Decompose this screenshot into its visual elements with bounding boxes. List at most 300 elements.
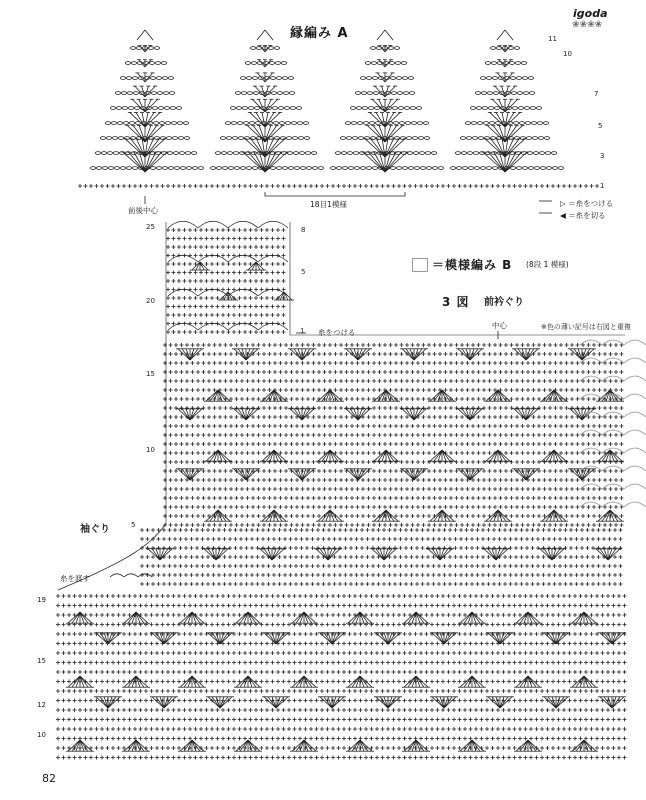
single-crochet-icon	[480, 184, 484, 188]
chain-stitch-icon	[517, 92, 522, 95]
chain-stitch-icon	[397, 92, 402, 95]
single-crochet-icon	[559, 478, 563, 482]
single-crochet-icon	[196, 361, 200, 365]
chain-stitch-icon	[522, 167, 527, 170]
single-crochet-icon	[378, 433, 382, 437]
single-crochet-icon	[328, 469, 332, 473]
fan-cluster	[538, 549, 566, 560]
single-crochet-icon	[238, 330, 242, 334]
single-crochet-icon	[521, 388, 525, 392]
single-crochet-icon	[537, 397, 541, 401]
single-crochet-icon	[301, 487, 305, 491]
single-crochet-icon	[558, 582, 562, 586]
single-crochet-icon	[210, 228, 214, 232]
single-crochet-icon	[448, 573, 452, 577]
single-crochet-icon	[257, 487, 261, 491]
single-crochet-icon	[383, 469, 387, 473]
single-crochet-icon	[359, 604, 363, 608]
single-crochet-icon	[366, 573, 370, 577]
single-crochet-icon	[234, 528, 238, 532]
single-crochet-icon	[515, 433, 519, 437]
single-crochet-icon	[301, 379, 305, 383]
single-crochet-icon	[185, 406, 189, 410]
chain-stitch-icon	[477, 122, 482, 125]
single-crochet-icon	[548, 379, 552, 383]
single-crochet-icon	[282, 184, 286, 188]
single-crochet-icon	[106, 184, 110, 188]
single-crochet-icon	[514, 573, 518, 577]
single-crochet-icon	[298, 604, 302, 608]
double-crochet-icon	[385, 99, 391, 112]
double-crochet-icon	[384, 549, 392, 560]
single-crochet-icon	[268, 460, 272, 464]
single-crochet-icon	[370, 604, 374, 608]
single-crochet-icon	[471, 406, 475, 410]
single-crochet-icon	[240, 505, 244, 509]
single-crochet-icon	[443, 564, 447, 568]
single-crochet-icon	[328, 496, 332, 500]
single-crochet-icon	[287, 604, 291, 608]
single-crochet-icon	[438, 379, 442, 383]
single-crochet-icon	[361, 478, 365, 482]
single-crochet-icon	[191, 343, 195, 347]
single-crochet-icon	[213, 361, 217, 365]
single-crochet-icon	[278, 528, 282, 532]
single-crochet-icon	[201, 537, 205, 541]
single-crochet-icon	[169, 496, 173, 500]
single-crochet-icon	[476, 546, 480, 550]
single-crochet-icon	[518, 604, 522, 608]
single-crochet-icon	[595, 594, 599, 598]
chain-stitch-icon	[169, 92, 174, 95]
single-crochet-icon	[268, 505, 272, 509]
single-crochet-icon	[548, 487, 552, 491]
single-crochet-icon	[344, 564, 348, 568]
single-crochet-icon	[356, 496, 360, 500]
single-crochet-icon	[179, 546, 183, 550]
single-crochet-icon	[315, 184, 319, 188]
single-crochet-icon	[177, 594, 181, 598]
double-crochet-icon	[518, 409, 526, 420]
single-crochet-icon	[535, 613, 539, 617]
single-crochet-icon	[339, 379, 343, 383]
single-crochet-icon	[185, 361, 189, 365]
single-crochet-icon	[284, 379, 288, 383]
single-crochet-icon	[249, 279, 253, 283]
single-crochet-icon	[366, 546, 370, 550]
single-crochet-icon	[232, 279, 236, 283]
chain-arc-icon	[624, 340, 646, 345]
chain-stitch-icon	[399, 122, 404, 125]
single-crochet-icon	[235, 442, 239, 446]
chain-stitch-icon	[234, 167, 239, 170]
single-crochet-icon	[234, 537, 238, 541]
single-crochet-icon	[404, 555, 408, 559]
single-crochet-icon	[590, 613, 594, 617]
single-crochet-icon	[323, 406, 327, 410]
single-crochet-icon	[525, 564, 529, 568]
single-crochet-icon	[202, 478, 206, 482]
single-crochet-icon	[499, 469, 503, 473]
single-crochet-icon	[449, 505, 453, 509]
single-crochet-icon	[323, 352, 327, 356]
single-crochet-icon	[166, 330, 170, 334]
single-crochet-icon	[535, 594, 539, 598]
chain-stitch-icon	[276, 167, 281, 170]
single-crochet-icon	[614, 505, 618, 509]
single-crochet-icon	[254, 245, 258, 249]
single-crochet-icon	[323, 487, 327, 491]
chain-stitch-icon	[238, 137, 243, 140]
single-crochet-icon	[191, 397, 195, 401]
single-crochet-icon	[257, 352, 261, 356]
single-crochet-icon	[217, 582, 221, 586]
single-crochet-icon	[383, 505, 387, 509]
single-crochet-icon	[227, 288, 231, 292]
chain-arc-icon	[168, 255, 198, 262]
single-crochet-icon	[491, 613, 495, 617]
single-crochet-icon	[254, 254, 258, 258]
single-crochet-icon	[196, 379, 200, 383]
single-crochet-icon	[507, 184, 511, 188]
single-crochet-icon	[218, 523, 222, 527]
chain-stitch-icon	[168, 167, 173, 170]
single-crochet-icon	[229, 370, 233, 374]
single-crochet-icon	[414, 604, 418, 608]
single-crochet-icon	[327, 582, 331, 586]
single-crochet-icon	[488, 505, 492, 509]
chain-stitch-icon	[431, 152, 436, 155]
single-crochet-icon	[196, 388, 200, 392]
single-crochet-icon	[188, 237, 192, 241]
single-crochet-icon	[250, 582, 254, 586]
fan-cluster	[316, 390, 344, 401]
fan-cluster	[484, 390, 512, 401]
single-crochet-icon	[194, 254, 198, 258]
chain-stitch-icon	[406, 137, 411, 140]
single-crochet-icon	[355, 528, 359, 532]
single-crochet-icon	[515, 343, 519, 347]
single-crochet-icon	[290, 379, 294, 383]
single-crochet-icon	[526, 433, 530, 437]
single-crochet-icon	[383, 424, 387, 428]
single-crochet-icon	[166, 613, 170, 617]
single-crochet-icon	[342, 604, 346, 608]
single-crochet-icon	[569, 564, 573, 568]
single-crochet-icon	[623, 594, 627, 598]
single-crochet-icon	[372, 451, 376, 455]
chain-arc-icon	[168, 289, 198, 296]
single-crochet-icon	[614, 496, 618, 500]
single-crochet-icon	[389, 469, 393, 473]
single-crochet-icon	[378, 388, 382, 392]
single-crochet-icon	[576, 406, 580, 410]
single-crochet-icon	[273, 343, 277, 347]
chain-stitch-icon	[360, 167, 365, 170]
single-crochet-icon	[246, 487, 250, 491]
single-crochet-icon	[448, 555, 452, 559]
single-crochet-icon	[283, 528, 287, 532]
single-crochet-icon	[128, 184, 132, 188]
single-crochet-icon	[232, 271, 236, 275]
single-crochet-icon	[477, 460, 481, 464]
chain-stitch-icon	[167, 152, 172, 155]
single-crochet-icon	[356, 442, 360, 446]
single-crochet-icon	[548, 505, 552, 509]
single-crochet-icon	[345, 487, 349, 491]
single-crochet-icon	[283, 582, 287, 586]
single-crochet-icon	[206, 573, 210, 577]
single-crochet-icon	[216, 594, 220, 598]
chain-stitch-icon	[293, 152, 298, 155]
single-crochet-icon	[271, 262, 275, 266]
fan-cluster	[490, 99, 519, 112]
single-crochet-icon	[183, 245, 187, 249]
single-crochet-icon	[389, 442, 393, 446]
single-crochet-icon	[168, 564, 172, 568]
single-crochet-icon	[543, 478, 547, 482]
chain-stitch-icon	[466, 137, 471, 140]
single-crochet-icon	[554, 469, 558, 473]
single-crochet-icon	[592, 370, 596, 374]
single-crochet-icon	[206, 528, 210, 532]
single-crochet-icon	[221, 604, 225, 608]
double-crochet-icon	[190, 409, 198, 420]
single-crochet-icon	[437, 573, 441, 577]
single-crochet-icon	[235, 478, 239, 482]
single-crochet-icon	[295, 496, 299, 500]
single-crochet-icon	[526, 397, 530, 401]
chain-stitch-icon	[279, 122, 284, 125]
single-crochet-icon	[218, 469, 222, 473]
chain-stitch-icon	[527, 152, 532, 155]
single-crochet-icon	[449, 361, 453, 365]
single-crochet-icon	[557, 613, 561, 617]
single-crochet-icon	[262, 496, 266, 500]
single-crochet-icon	[493, 442, 497, 446]
single-crochet-icon	[393, 582, 397, 586]
single-crochet-icon	[587, 478, 591, 482]
fan-cluster	[428, 390, 456, 401]
single-crochet-icon	[157, 564, 161, 568]
single-crochet-icon	[438, 370, 442, 374]
fan-cluster	[250, 99, 279, 112]
single-crochet-icon	[543, 424, 547, 428]
double-crochet-icon	[610, 390, 618, 401]
single-crochet-icon	[609, 460, 613, 464]
chain-arc-icon	[228, 289, 258, 296]
single-crochet-icon	[487, 564, 491, 568]
single-crochet-icon	[185, 487, 189, 491]
single-crochet-icon	[207, 379, 211, 383]
single-crochet-icon	[481, 573, 485, 577]
single-crochet-icon	[499, 433, 503, 437]
single-crochet-icon	[499, 352, 503, 356]
single-crochet-icon	[520, 537, 524, 541]
single-crochet-icon	[491, 604, 495, 608]
double-crochet-icon	[265, 99, 278, 112]
single-crochet-icon	[609, 478, 613, 482]
single-crochet-icon	[427, 406, 431, 410]
single-crochet-icon	[228, 555, 232, 559]
single-crochet-icon	[245, 537, 249, 541]
single-crochet-icon	[487, 573, 491, 577]
single-crochet-icon	[260, 184, 264, 188]
single-crochet-icon	[367, 343, 371, 347]
double-crochet-icon	[414, 349, 422, 360]
single-crochet-icon	[587, 397, 591, 401]
single-crochet-icon	[595, 604, 599, 608]
single-crochet-icon	[223, 537, 227, 541]
single-crochet-icon	[196, 433, 200, 437]
single-crochet-icon	[317, 406, 321, 410]
single-crochet-icon	[188, 305, 192, 309]
single-crochet-icon	[389, 424, 393, 428]
single-crochet-icon	[331, 184, 335, 188]
single-crochet-icon	[95, 613, 99, 617]
single-crochet-icon	[196, 397, 200, 401]
single-crochet-icon	[427, 370, 431, 374]
single-crochet-icon	[337, 604, 341, 608]
chain-stitch-icon	[537, 122, 542, 125]
single-crochet-icon	[227, 322, 231, 326]
double-crochet-icon	[372, 99, 385, 112]
single-crochet-icon	[169, 352, 173, 356]
single-crochet-icon	[262, 478, 266, 482]
single-crochet-row	[166, 262, 286, 266]
single-crochet-icon	[144, 613, 148, 617]
single-crochet-icon	[243, 296, 247, 300]
single-crochet-icon	[298, 184, 302, 188]
single-crochet-icon	[196, 451, 200, 455]
single-crochet-icon	[338, 537, 342, 541]
chain-stitch-icon	[116, 107, 121, 110]
single-crochet-icon	[166, 623, 170, 627]
single-crochet-icon	[183, 594, 187, 598]
single-crochet-icon	[482, 370, 486, 374]
single-crochet-icon	[526, 514, 530, 518]
single-crochet-icon	[279, 379, 283, 383]
single-crochet-icon	[312, 433, 316, 437]
single-crochet-icon	[350, 487, 354, 491]
single-crochet-icon	[542, 555, 546, 559]
single-crochet-icon	[202, 352, 206, 356]
single-crochet-icon	[360, 537, 364, 541]
single-crochet-icon	[367, 433, 371, 437]
chain-stitch-icon	[516, 77, 521, 80]
single-crochet-icon	[216, 237, 220, 241]
double-crochet-icon	[574, 349, 582, 360]
single-crochet-icon	[482, 487, 486, 491]
single-crochet-icon	[210, 184, 214, 188]
double-crochet-icon	[546, 510, 554, 521]
single-crochet-icon	[311, 573, 315, 577]
single-crochet-icon	[360, 564, 364, 568]
chain-stitch-icon	[127, 92, 132, 95]
single-crochet-icon	[271, 330, 275, 334]
chain-stitch-icon	[512, 107, 517, 110]
double-crochet-icon	[330, 450, 338, 461]
single-crochet-icon	[221, 279, 225, 283]
single-crochet-icon	[471, 343, 475, 347]
single-crochet-icon	[404, 573, 408, 577]
double-crochet-icon	[386, 510, 394, 521]
fan-cluster	[344, 409, 372, 420]
single-crochet-icon	[602, 564, 606, 568]
single-crochet-icon	[174, 460, 178, 464]
single-crochet-icon	[613, 546, 617, 550]
single-crochet-icon	[372, 514, 376, 518]
single-crochet-icon	[306, 343, 310, 347]
single-crochet-icon	[399, 564, 403, 568]
single-crochet-icon	[273, 496, 277, 500]
single-crochet-icon	[361, 442, 365, 446]
single-crochet-icon	[216, 313, 220, 317]
single-crochet-icon	[271, 228, 275, 232]
chain-stitch-icon	[411, 122, 416, 125]
single-crochet-icon	[224, 433, 228, 437]
single-crochet-icon	[56, 623, 60, 627]
chain-stitch-icon	[528, 167, 533, 170]
single-crochet-icon	[338, 582, 342, 586]
single-crochet-icon	[405, 523, 409, 527]
single-crochet-icon	[240, 451, 244, 455]
single-crochet-icon	[250, 546, 254, 550]
chain-stitch-icon	[106, 137, 111, 140]
single-crochet-icon	[246, 424, 250, 428]
single-crochet-icon	[565, 370, 569, 374]
chain-stitch-icon	[543, 122, 548, 125]
chain-stitch-icon	[486, 167, 491, 170]
single-crochet-icon	[381, 594, 385, 598]
single-crochet-icon	[195, 546, 199, 550]
single-crochet-icon	[361, 370, 365, 374]
single-crochet-icon	[196, 343, 200, 347]
single-crochet-icon	[476, 537, 480, 541]
single-crochet-icon	[460, 460, 464, 464]
single-crochet-icon	[581, 523, 585, 527]
fan-cluster	[484, 450, 512, 461]
single-crochet-icon	[345, 397, 349, 401]
single-crochet-icon	[173, 582, 177, 586]
single-crochet-icon	[510, 352, 514, 356]
single-crochet-icon	[173, 546, 177, 550]
single-crochet-icon	[177, 296, 181, 300]
single-crochet-icon	[367, 523, 371, 527]
single-crochet-icon	[405, 442, 409, 446]
single-crochet-icon	[328, 487, 332, 491]
chain-stitch-icon	[237, 122, 242, 125]
single-crochet-icon	[268, 406, 272, 410]
single-crochet-icon	[444, 388, 448, 392]
single-crochet-icon	[493, 469, 497, 473]
single-crochet-icon	[202, 469, 206, 473]
single-crochet-icon	[370, 594, 374, 598]
single-crochet-icon	[166, 237, 170, 241]
single-crochet-icon	[389, 496, 393, 500]
single-crochet-icon	[388, 555, 392, 559]
single-crochet-icon	[265, 228, 269, 232]
single-crochet-icon	[282, 262, 286, 266]
single-crochet-icon	[295, 361, 299, 365]
single-crochet-icon	[317, 514, 321, 518]
single-crochet-icon	[232, 594, 236, 598]
single-crochet-row	[163, 361, 624, 365]
single-crochet-icon	[224, 469, 228, 473]
chain-stitch-icon	[408, 167, 413, 170]
single-crochet-icon	[408, 604, 412, 608]
single-crochet-icon	[592, 496, 596, 500]
